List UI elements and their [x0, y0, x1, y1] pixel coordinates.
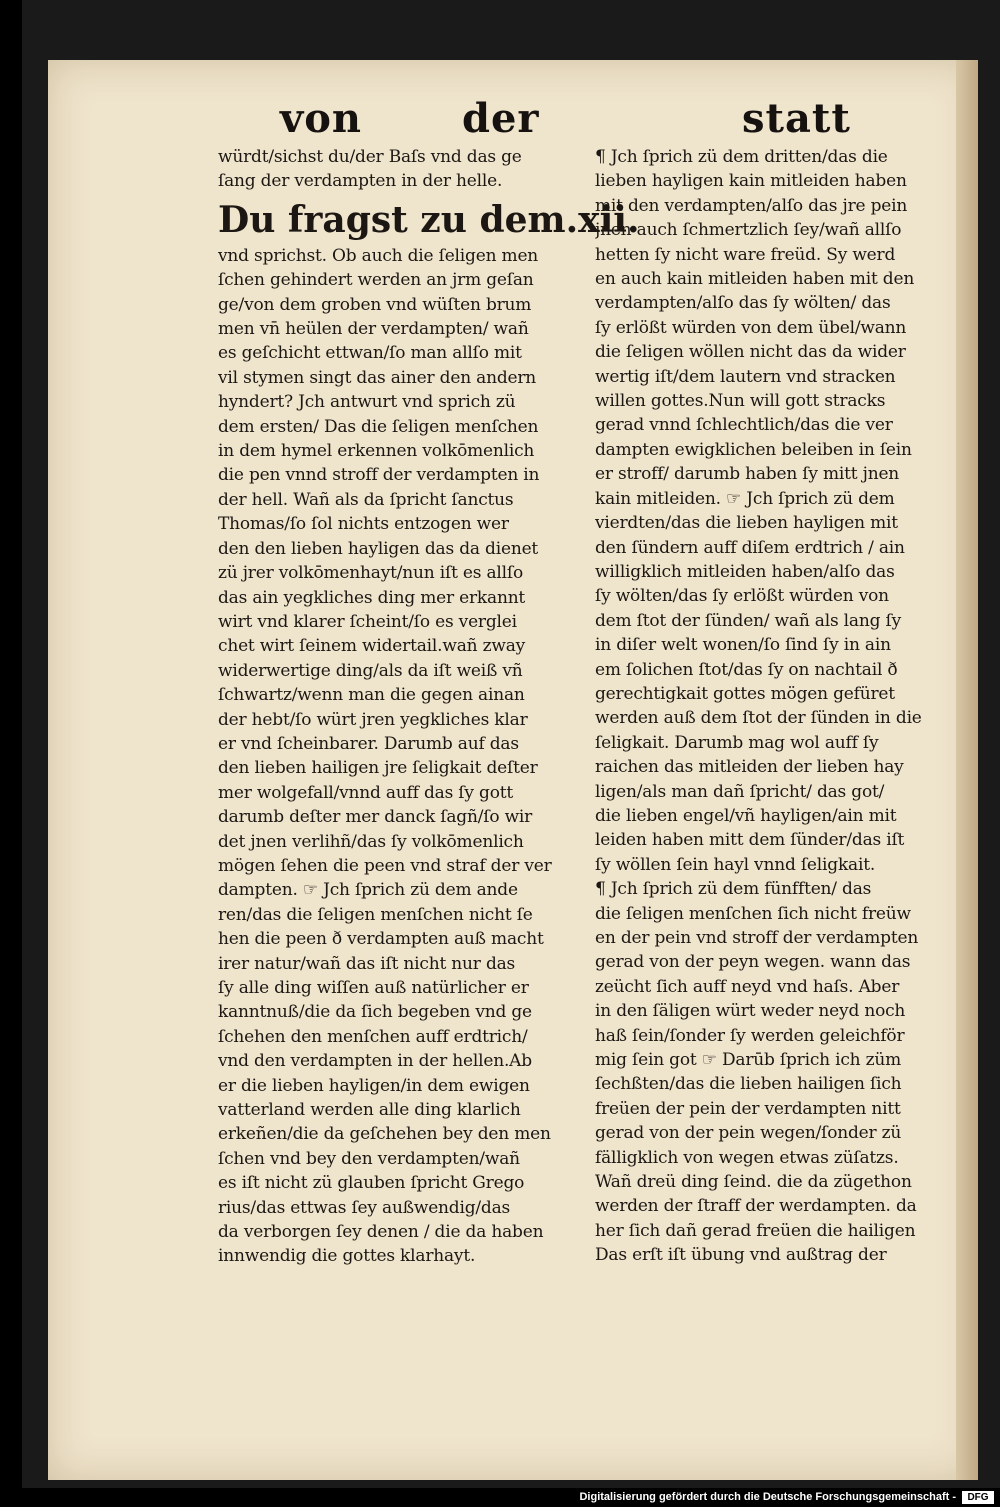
text-line: vatterland werden alle ding klarlich [218, 1100, 521, 1121]
text-line: zü jrer volkōmenhayt/nun iſt es allſo [218, 563, 524, 584]
text-line: chet wirt ſeinem widertail.wañ zway [218, 636, 526, 657]
text-line: haß ſein/ſonder ſy werden geleichför [595, 1025, 905, 1046]
text-line: ſeligkait. Darumb mag wol auff ſy [595, 732, 879, 753]
text-line: irer natur/wañ das iſt nicht nur das [218, 953, 516, 974]
text-line: ſchen gehindert werden an jrm geſan [218, 270, 534, 291]
text-line: da verborgen ſey denen / die da haben [218, 1222, 544, 1243]
header-word: der [462, 95, 540, 142]
text-line: die ſeligen menſchen ſich nicht freüw [595, 903, 911, 924]
text-line: ſchen vnd bey den verdampten/wañ [218, 1148, 520, 1169]
text-line: den den lieben hayligen das da dienet [218, 538, 539, 559]
text-line: darumb deſter mer danck ſagñ/ſo wir [218, 807, 533, 828]
text-line: ¶ Jch ſprich zü dem fünfften/ das [595, 879, 872, 900]
text-line: rius/das ettwas ſey außwendig/das [218, 1197, 511, 1218]
text-line: ſy alle ding wiſſen auß natürlicher er [218, 978, 529, 998]
text-line: hetten ſy nicht ware freüd. Sy werd [595, 244, 896, 265]
text-line: Das erſt iſt übung vnd außtrag der [595, 1245, 887, 1266]
text-line: erkeñen/die da geſchehen bey den men [218, 1124, 551, 1145]
text-column-left [218, 145, 640, 1269]
text-line: es iſt nicht zü glauben ſpricht Grego [218, 1173, 525, 1194]
dfg-logo: DFG [962, 1491, 994, 1504]
text-line: kain mitleiden. ☞ Jch ſprich zü dem [595, 488, 895, 509]
text-line: ſy erlößt würden von dem übel/wann [595, 317, 907, 338]
text-line: ligen/als man dañ ſpricht/ das got/ [595, 781, 885, 802]
text-line: Wañ dreü ding ſeind. die da zügethon [595, 1172, 912, 1193]
text-line: fälligklich von wegen etwas züſatzs. [595, 1147, 899, 1168]
text-line: innwendig die gottes klarhayt. [218, 1246, 476, 1267]
text-line: ſy wölten/das ſy erlößt würden von [595, 586, 889, 607]
text-line: den lieben hailigen jre ſeligkait deſter [218, 758, 538, 779]
text-line: er vnd ſcheinbarer. Darumb auf das [218, 733, 519, 754]
text-line: raichen das mitleiden der lieben hay [595, 757, 904, 778]
text-line: widerwertige ding/als da iſt weiß vñ [218, 660, 523, 681]
text-line: würdt/sichst du/der Baſs vnd das ge [218, 147, 522, 167]
text-lines [595, 145, 957, 1268]
text-line: jnen auch ſchmertzlich ſey/wañ allſo [595, 220, 902, 241]
text-line: dampten. ☞ Jch ſprich zü dem ande [218, 880, 518, 901]
text-line: ſechßten/das die lieben hailigen ſich [595, 1074, 902, 1095]
text-line: her ſich dañ gerad freüen die hailigen [595, 1220, 916, 1241]
text-line: mer wolgefall/vnnd auff das ſy gott [218, 782, 513, 803]
text-line: gerad von der pein wegen/ſonder zü [595, 1123, 902, 1144]
text-line: en auch kain mitleiden haben mit den [595, 269, 915, 290]
text-line: in den ſäligen würt weder neyd noch [595, 1001, 906, 1022]
text-line: werden der ſtraff der werdampten. da [595, 1196, 917, 1217]
text-line: die ſeligen wöllen nicht das da wider [595, 342, 906, 363]
text-line: verdampten/alſo das ſy wölten/ das [595, 293, 891, 314]
text-line: der hebt/ſo würt jren yegkliches klar [218, 709, 528, 730]
text-line: ge/von dem groben vnd wüſten brum [218, 294, 532, 315]
text-line: er die lieben hayligen/in dem ewigen [218, 1075, 530, 1096]
text-line: wirt vnd klarer ſcheint/ſo es verglei [218, 611, 517, 632]
text-line: ſang der verdampten in der helle. [218, 171, 503, 192]
text-line: willen gottes.Nun will gott stracks [595, 391, 886, 412]
text-line: vierdten/das die lieben hayligen mit [595, 513, 898, 534]
text-line: vnd den verdampten in der hellen.Ab [218, 1051, 532, 1072]
text-line: det jnen verlihñ/das ſy volkōmenlich [218, 831, 524, 852]
text-line: werden auß dem ſtot der ſünden in die [595, 708, 922, 729]
footer-bar [0, 1488, 1000, 1507]
text-line: zeücht ſich auff neyd vnd haſs. Aber [595, 976, 900, 997]
text-line: dem ersten/ Das die ſeligen menſchen [218, 416, 539, 437]
text-line: die lieben engel/vñ hayligen/ain mit [595, 805, 897, 826]
text-line: willigklich mitleiden haben/alſo das [595, 561, 895, 582]
header-word: statt [742, 95, 851, 142]
text-line: dem ſtot der ſünden/ wañ als lang ſy [595, 610, 901, 631]
text-line: ſchwartz/wenn man die gegen ainan [218, 685, 525, 706]
text-line: mig ſein got ☞ Darūb ſprich ich züm [595, 1050, 902, 1071]
page-edge [956, 60, 978, 1480]
text-line: men vn̄ heülen der verdampten/ wañ [218, 319, 529, 340]
text-line: en der pein vnd stroff der verdampten [595, 928, 919, 948]
text-line: lieben hayligen kain mitleiden haben [595, 171, 907, 192]
text-line: vil stymen singt das ainer den andern [218, 367, 537, 388]
text-line: er stroff/ darumb haben ſy mitt jnen [595, 464, 900, 485]
text-line: den ſündern auff diſem erdtrich / ain [595, 537, 905, 558]
text-line: leiden haben mitt dem ſünder/das iſt [595, 830, 905, 851]
text-line: hyndert? Jch antwurt vnd sprich zü [218, 392, 516, 413]
text-line: in diſer welt wonen/ſo ſind ſy in ain [595, 635, 891, 656]
running-header [280, 95, 851, 145]
text-line: ren/das die ſeligen menſchen nicht ſe [218, 904, 533, 925]
text-line: freüen der pein der verdampten nitt [595, 1098, 901, 1119]
text-line: ſchehen den menſchen auff erdtrich/ [218, 1026, 528, 1047]
section-heading: Du fragst zu dem.xii. [218, 198, 640, 241]
text-line: gerad von der peyn wegen. wann das [595, 952, 911, 973]
text-line: gerechtigkait gottes mögen gefüret [595, 683, 895, 704]
text-column-right [595, 145, 957, 1268]
text-line: in dem hymel erkennen volkōmenlich [218, 441, 535, 462]
text-line: die pen vnnd stroff der verdampten in [218, 465, 540, 486]
header-word: von [280, 95, 363, 142]
funding-credit: Digitalisierung gefördert durch die Deutsche Forschungsgemeinschaft - [579, 1491, 956, 1503]
text-line: mit den verdampten/alſo das jre pein [595, 195, 908, 216]
text-line: vnd sprichst. Ob auch die ſeligen men [218, 245, 539, 266]
text-line: ¶ Jch ſprich zü dem dritten/das die [595, 147, 888, 167]
text-line: dampten ewigklichen beleiben in ſein [595, 439, 912, 460]
text-line: das ain yegkliches ding mer erkannt [218, 587, 526, 608]
text-line: es geſchicht ettwan/ſo man allſo mit [218, 343, 522, 364]
text-line: hen die peen ð verdampten auß macht [218, 929, 544, 950]
text-line: kanntnuß/die da ſich begeben vnd ge [218, 1002, 532, 1023]
text-line: wertig iſt/dem lautern vnd stracken [595, 366, 896, 387]
text-lines [218, 244, 576, 1269]
text-line: mögen ſehen die peen vnd straf der ver [218, 855, 552, 876]
text-line: em ſolichen ſtot/das ſy on nachtail ð [595, 659, 898, 680]
text-line: ſy wöllen ſein hayl vnnd ſeligkait. [595, 854, 876, 875]
text-line: Thomas/ſo ſol nichts entzogen wer [218, 514, 509, 535]
text-line: der hell. Wañ als da ſpricht ſanctus [218, 489, 514, 510]
text-line: gerad vnnd ſchlechtlich/das die ver [595, 415, 893, 436]
